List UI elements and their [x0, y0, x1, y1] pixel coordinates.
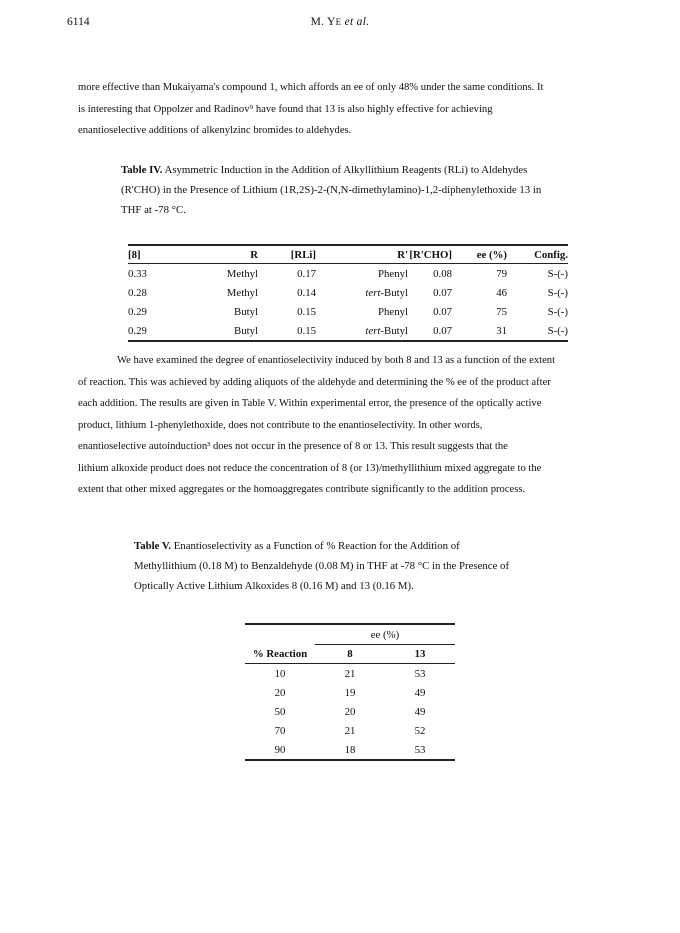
table-row: 0.29 Butyl 0.15 Phenyl 0.07 75 S-(-) — [128, 305, 568, 318]
paragraph-line: more effective than Mukaiyama's compound 1, which affords an ee of only 48% under the same conditions. It — [78, 82, 544, 93]
page-number: 6114 — [67, 16, 90, 28]
paragraph-line: is interesting that Oppolzer and Radinov⁹ have found that 13 is also highly effective for achieving — [78, 103, 493, 115]
paragraph-line: extent that other mixed aggregates or the homoaggregates contribute significantly to the addition process. — [78, 484, 526, 495]
paragraph-2 — [78, 350, 628, 501]
table-row: 0.28 Methyl 0.14 tert-Butyl 0.07 46 S-(-) — [128, 286, 568, 299]
table-row: 90 18 53 — [245, 740, 455, 760]
table-v — [245, 623, 455, 761]
paragraph-line: of reaction. This was achieved by adding aliquots of the aldehyde and determining the % ee of the product after — [78, 376, 551, 388]
ee-group-header: ee (%) — [315, 624, 455, 645]
running-head: M. YE et al. — [310, 16, 370, 28]
col-header: R' — [316, 245, 408, 264]
table-row: 0.33 Methyl 0.17 Phenyl 0.08 79 S-(-) — [128, 267, 568, 280]
col-header: 13 — [385, 645, 455, 664]
col-header: ee (%) — [452, 245, 507, 264]
paragraph-line: product, lithium 1-phenylethoxide, does not contribute to the enantioselectivity. In other words, — [78, 419, 483, 431]
paragraph-line: enantioselective autoinduction³ does not occur in the presence of 8 or 13. This result suggests that the — [78, 441, 508, 452]
table-row: 10 21 53 — [274, 667, 426, 680]
table-v-caption: Table V. Enantioselectivity as a Function of % Reaction for the Addition of Methyllithium (0.18 M) to Benzaldehyde (0.08 M) in THF at -78 °C in the Presence of Optically Active Lithium Alkoxides 8 (0.16 M) and 13 (0.16 M). — [134, 536, 509, 596]
col-header: 8 — [315, 645, 385, 664]
table-row: 70 21 52 — [274, 724, 426, 737]
table-v-label: Table V. — [134, 540, 172, 552]
paragraph-line: We have examined the degree of enantioselectivity induced by both 8 and 13 as a function of the extent — [117, 355, 556, 366]
table-header-row — [245, 645, 455, 664]
table-iv — [128, 244, 568, 342]
caption-line: Methyllithium (0.18 M) to Benzaldehyde (0.08 M) in THF at -78 °C in the Presence of — [134, 560, 510, 572]
group-header-row — [245, 624, 455, 645]
caption-line: (R'CHO) in the Presence of Lithium (1R,2S)-2-(N,N-dimethylamino)-1,2-diphenylethoxide 13 in — [121, 184, 542, 196]
caption-line: Optically Active Lithium Alkoxides 8 (0.16 M) and 13 (0.16 M). — [134, 580, 414, 592]
paragraph-line: enantioselective additions of alkenylzinc bromides to aldehydes. — [78, 125, 352, 136]
col-header: Config. — [507, 245, 568, 264]
table-iv-label: Table IV. — [121, 164, 163, 176]
paragraph-line: lithium alkoxide product does not reduce the concentration of 8 (or 13)/methyllithium mixed aggregate to the — [78, 462, 542, 474]
col-header: [8] — [128, 245, 168, 264]
col-header: R — [168, 245, 258, 264]
table-iv-caption: Table IV. Asymmetric Induction in the Addition of Alkyllithium Reagents (RLi) to Aldehydes (R'CHO) in the Presence of Lithium (1R,2S)-2-(N,N-dimethylamino)-1,2-diphenylethoxide 13 in THF at -78 °C. — [121, 160, 541, 220]
table-header-row — [128, 245, 568, 264]
paragraph-line: each addition. The results are given in Table V. Within experimental error, the presence of the optically active — [78, 398, 542, 409]
col-header: [RLi] — [258, 245, 316, 264]
table-row: 20 19 49 — [274, 686, 426, 699]
col-header: [R'CHO] — [408, 245, 452, 264]
caption-line: THF at -78 °C. — [121, 204, 186, 216]
paragraph-1 — [78, 77, 623, 142]
table-row: 50 20 49 — [274, 705, 426, 718]
col-header: % Reaction — [245, 645, 315, 664]
table-row: 0.29 Butyl 0.15 tert-Butyl 0.07 31 S-(-) — [128, 321, 568, 341]
page-header — [0, 16, 680, 36]
